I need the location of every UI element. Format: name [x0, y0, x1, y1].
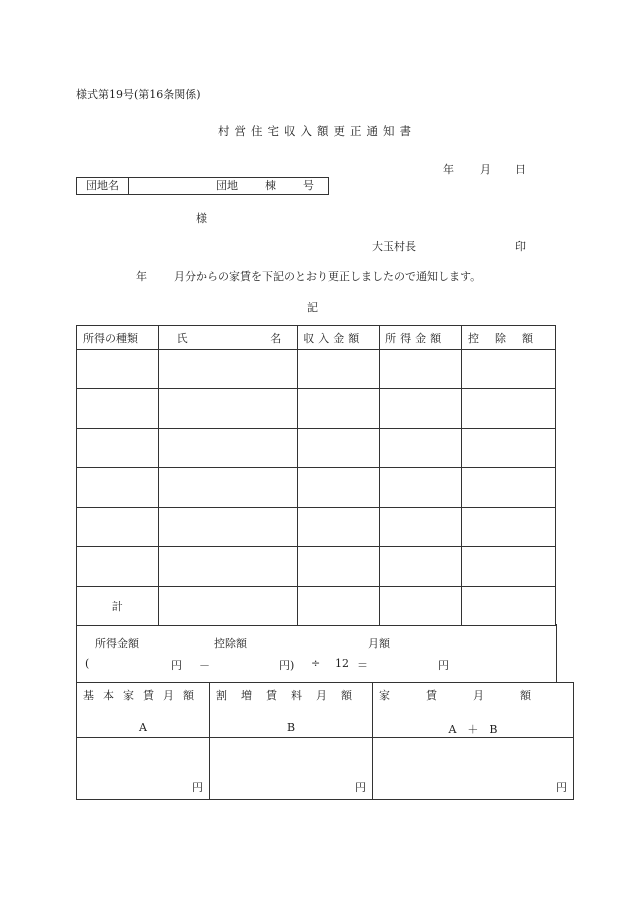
rent-sublabel-a: A [139, 721, 147, 734]
table-row [77, 389, 556, 429]
total-label: 計 [111, 600, 123, 613]
header-income-type [77, 326, 159, 350]
formula-open-paren: ( [85, 657, 90, 670]
rent-header-extra-label: 割増賃料月額 [216, 689, 366, 702]
table-row [77, 547, 556, 587]
complex-gou: 号 [303, 179, 314, 192]
rent-header-basic [77, 683, 210, 738]
page-title: 村営住宅収入額更正通知書 [218, 124, 416, 138]
header-income-type-label: 所得の種類 [83, 331, 138, 345]
formula-label-monthly: 月額 [368, 637, 390, 650]
rent-header-total [373, 683, 574, 738]
rent-value-basic [77, 738, 210, 800]
issuer-name: 大玉村長 [372, 240, 416, 253]
complex-danchi: 団地 [216, 179, 238, 192]
date-day: 日 [515, 163, 526, 176]
header-name [158, 326, 298, 350]
header-name-2: 名 [270, 331, 282, 345]
complex-name-box [76, 177, 329, 195]
header-earned-amount [380, 326, 462, 350]
rent-header-basic-label: 基本家賃月額 [83, 689, 203, 702]
header-deduction-label: 控除額 [467, 331, 549, 345]
header-income-amount [298, 326, 380, 350]
rent-value-total [373, 738, 574, 800]
formula-result-yen: 円 [438, 659, 449, 672]
rent-sublabel-b: B [286, 721, 296, 734]
formula-minus: － [199, 659, 210, 672]
formula-twelve: 12 [335, 657, 349, 670]
seal-mark: 印 [515, 240, 526, 253]
formula-box [76, 624, 557, 683]
formula-equals: ＝ [357, 659, 368, 672]
rent-yen-b: 円 [355, 781, 366, 794]
rent-table [76, 682, 574, 800]
total-row [77, 587, 556, 626]
complex-name-label: 団地名 [77, 178, 129, 194]
header-earned-amount-label: 所得金額 [385, 331, 446, 345]
rent-header-total-label: 家賃月額 [379, 689, 567, 702]
rent-yen-ab: 円 [556, 781, 567, 794]
table-row [77, 508, 556, 547]
notice-text: 月分からの家賃を下記のとおり更正しましたので通知します。 [174, 270, 482, 283]
formula-yen-1: 円 [171, 659, 182, 672]
header-income-amount-label: 収入金額 [303, 331, 364, 345]
formula-divide: ÷ [311, 657, 321, 670]
rent-value-extra [210, 738, 373, 800]
rent-value-row [77, 738, 574, 800]
table-row [77, 429, 556, 468]
table-row [77, 468, 556, 508]
recipient-sama: 様 [196, 212, 207, 225]
date-month: 月 [480, 163, 491, 176]
rent-yen-a: 円 [192, 781, 203, 794]
table-row [77, 350, 556, 389]
total-label-cell [77, 587, 159, 626]
rent-sublabel-ab: A ＋ B [448, 723, 498, 736]
formula-label-income: 所得金額 [95, 637, 139, 650]
formula-label-deduction: 控除額 [214, 637, 247, 650]
complex-tou: 棟 [265, 179, 276, 192]
header-deduction [461, 326, 555, 350]
date-year: 年 [443, 163, 454, 176]
formula-close: 円) [279, 659, 295, 672]
ki-mark: 記 [307, 301, 318, 314]
rent-header-row [77, 683, 574, 738]
income-table-header-row [77, 326, 556, 350]
income-table [76, 325, 556, 626]
rent-header-extra [210, 683, 373, 738]
form-number: 様式第19号(第16条関係) [76, 88, 201, 101]
notice-year: 年 [136, 270, 147, 283]
header-name-1: 氏 [176, 331, 188, 345]
